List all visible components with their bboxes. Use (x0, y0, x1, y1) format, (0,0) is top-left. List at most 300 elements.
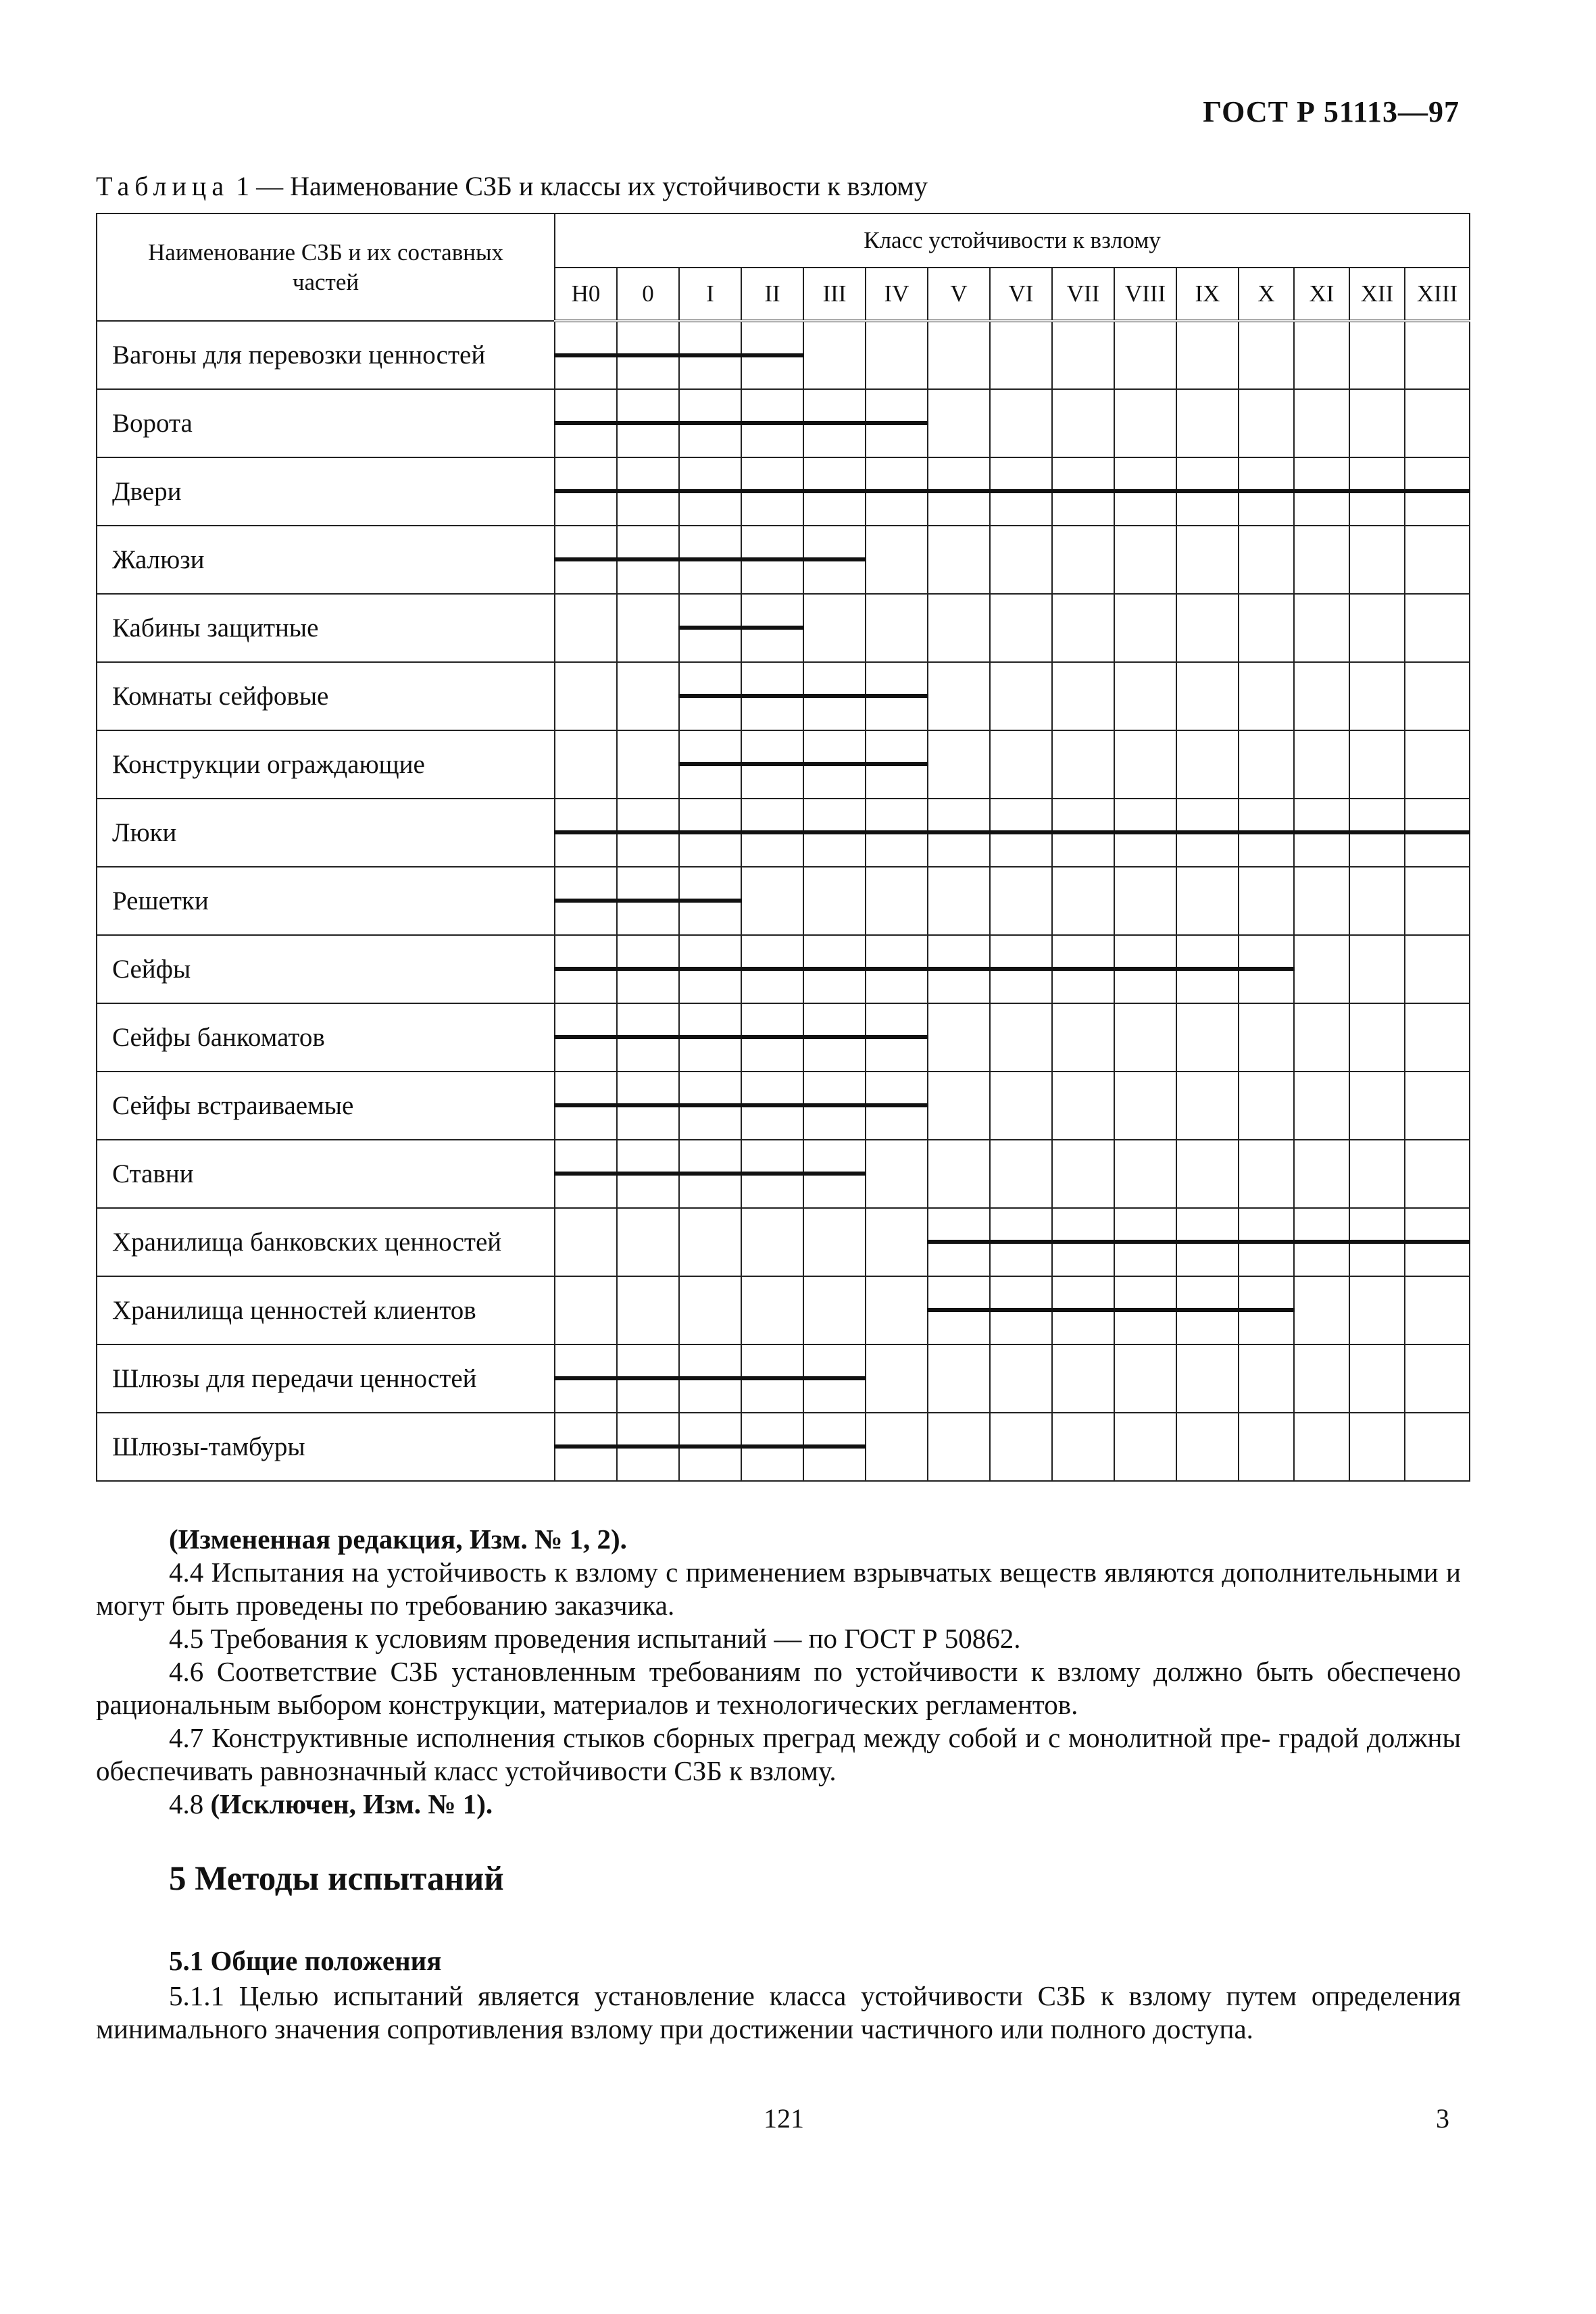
class-cell (990, 526, 1052, 594)
class-cell (617, 1413, 679, 1481)
class-cell (1405, 799, 1470, 867)
class-range-bar (1114, 1308, 1177, 1312)
class-cell (679, 457, 741, 526)
paragraph-4-7: 4.7 Конструктивные исполнения стыков сборных преград между собой и с монолитной пре- градой должны обеспечивать равнозначный класс устойчивости СЗБ к взлому. (96, 1722, 1461, 1786)
class-cell (803, 321, 866, 389)
class-cell (1176, 730, 1239, 799)
class-cell (1176, 526, 1239, 594)
table-row (97, 321, 1470, 389)
class-cell (617, 526, 679, 594)
class-range-bar (741, 1444, 804, 1449)
item-name: Вагоны для перевозки ценностей (97, 321, 555, 389)
class-cell (679, 526, 741, 594)
class-cell (1294, 1003, 1349, 1072)
table-row (97, 730, 1470, 799)
class-cell (1176, 799, 1239, 867)
class-cell (741, 799, 803, 867)
class-cell (866, 799, 928, 867)
class-range-bar (678, 830, 742, 834)
class-cell (1349, 730, 1405, 799)
class-cell (679, 1140, 741, 1208)
class-range-bar (554, 1103, 618, 1107)
class-range-bar (741, 1103, 804, 1107)
class-range-bar (989, 1308, 1053, 1312)
class-cell (1294, 935, 1349, 1003)
table-row (97, 389, 1470, 457)
class-cell (1349, 1072, 1405, 1140)
class-cell (803, 799, 866, 867)
class-range-bar (1176, 1308, 1239, 1312)
class-cell (679, 1208, 741, 1276)
class-cell (803, 1344, 866, 1413)
class-cell (928, 321, 990, 389)
class-range-bar (741, 421, 804, 425)
class-cell (1294, 389, 1349, 457)
class-cell (1349, 799, 1405, 867)
class-cell (555, 1208, 617, 1276)
class-cell (617, 935, 679, 1003)
class-cell (1176, 1208, 1239, 1276)
class-range-bar (741, 1376, 804, 1380)
class-cell (928, 1413, 990, 1481)
class-cell (741, 321, 803, 389)
class-cell (679, 935, 741, 1003)
class-header-cell: XII (1349, 268, 1405, 321)
class-range-bar (616, 557, 680, 561)
class-range-bar (741, 557, 804, 561)
class-cell (617, 662, 679, 730)
class-cell (803, 1003, 866, 1072)
class-cell (1405, 1140, 1470, 1208)
class-cell (1239, 662, 1294, 730)
class-cell (1114, 1208, 1176, 1276)
class-cell (555, 1072, 617, 1140)
class-cell (1405, 730, 1470, 799)
class-cell (1294, 1140, 1349, 1208)
class-range-bar (927, 967, 991, 971)
class-cell (803, 1140, 866, 1208)
class-header-cell: XI (1294, 268, 1349, 321)
class-cell (928, 526, 990, 594)
class-cell (1052, 1003, 1114, 1072)
class-cell (803, 526, 866, 594)
class-cell (1052, 662, 1114, 730)
class-range-bar (927, 1240, 991, 1244)
class-cell (1052, 799, 1114, 867)
item-name: Хранилища ценностей клиентов (97, 1276, 555, 1344)
class-range-bar (616, 1376, 680, 1380)
paragraph-4-8-note: (Исключен, Изм. № 1). (210, 1788, 493, 1819)
class-cell (990, 1003, 1052, 1072)
class-cell (741, 1276, 803, 1344)
class-cell (617, 799, 679, 867)
class-range-bar (616, 899, 680, 903)
class-range-bar (1051, 1308, 1115, 1312)
class-range-bar (678, 421, 742, 425)
class-cell (803, 935, 866, 1003)
class-range-bar (616, 1172, 680, 1176)
class-cell (1405, 1072, 1470, 1140)
class-range-bar (616, 1103, 680, 1107)
class-range-bar (678, 1172, 742, 1176)
class-cell (990, 389, 1052, 457)
class-cell (741, 457, 803, 526)
class-range-bar (678, 489, 742, 493)
class-cell (1052, 1344, 1114, 1413)
class-range-bar (678, 762, 742, 766)
class-header-cell: V (928, 268, 990, 321)
class-range-bar (803, 1172, 866, 1176)
class-range-bar (1404, 830, 1470, 834)
class-cell (1405, 389, 1470, 457)
paragraph-4-8 (96, 1788, 1461, 1821)
class-cell (1239, 594, 1294, 662)
class-range-bar (927, 1308, 991, 1312)
item-name: Жалюзи (97, 526, 555, 594)
class-cell (928, 1003, 990, 1072)
class-cell (741, 389, 803, 457)
class-cell (1114, 457, 1176, 526)
class-cell (1294, 662, 1349, 730)
class-cell (1114, 526, 1176, 594)
class-cell (679, 1413, 741, 1481)
class-cell (928, 594, 990, 662)
class-range-bar (616, 830, 680, 834)
class-cell (741, 594, 803, 662)
document-code: ГОСТ Р 51113—97 (1203, 95, 1460, 128)
class-cell (1052, 526, 1114, 594)
class-cell (928, 799, 990, 867)
class-cell (990, 730, 1052, 799)
class-cell (741, 867, 803, 935)
class-cell (1294, 730, 1349, 799)
class-cell (679, 1072, 741, 1140)
class-header-cell: VII (1052, 268, 1114, 321)
class-range-bar (803, 830, 866, 834)
class-cell (741, 1208, 803, 1276)
class-cell (1405, 1003, 1470, 1072)
class-cell (1349, 1003, 1405, 1072)
class-cell (866, 1140, 928, 1208)
class-range-bar (927, 489, 991, 493)
class-header-cell: II (741, 268, 803, 321)
class-range-bar (554, 967, 618, 971)
class-range-bar (1176, 830, 1239, 834)
class-cell (1114, 662, 1176, 730)
item-name: Хранилища банковских ценностей (97, 1208, 555, 1276)
page-number-right: 3 (1436, 2103, 1449, 2134)
class-cell (1176, 867, 1239, 935)
class-header-cell: IX (1176, 268, 1239, 321)
item-name: Сейфы (97, 935, 555, 1003)
item-name: Двери (97, 457, 555, 526)
class-range-bar (865, 967, 928, 971)
class-range-bar (741, 1172, 804, 1176)
class-cell (866, 321, 928, 389)
class-cell (741, 662, 803, 730)
class-range-bar (1349, 830, 1405, 834)
class-cell (928, 1276, 990, 1344)
class-range-bar (741, 762, 804, 766)
class-cell (617, 1344, 679, 1413)
item-name: Ворота (97, 389, 555, 457)
class-cell (866, 867, 928, 935)
class-range-bar (741, 967, 804, 971)
class-cell (1239, 1072, 1294, 1140)
paragraph-4-8-number: 4.8 (169, 1788, 211, 1819)
class-range-bar (865, 762, 928, 766)
class-cell (555, 389, 617, 457)
class-cell (617, 730, 679, 799)
class-cell (1176, 662, 1239, 730)
class-cell (1176, 594, 1239, 662)
class-cell (1405, 321, 1470, 389)
class-cell (555, 799, 617, 867)
class-cell (1294, 867, 1349, 935)
item-name: Сейфы встраиваемые (97, 1072, 555, 1140)
class-cell (741, 935, 803, 1003)
class-cell (803, 730, 866, 799)
class-range-bar (554, 1376, 618, 1380)
class-cell (866, 935, 928, 1003)
class-range-bar (1404, 1240, 1470, 1244)
class-cell (1349, 1413, 1405, 1481)
paragraph-4-5: 4.5 Требования к условиям проведения испытаний — по ГОСТ Р 50862. (169, 1623, 1021, 1654)
class-range-bar (678, 1103, 742, 1107)
class-cell (741, 1072, 803, 1140)
class-range-bar (678, 899, 742, 903)
class-cell (1405, 1413, 1470, 1481)
class-cell (617, 1072, 679, 1140)
class-cell (617, 457, 679, 526)
class-cell (928, 1140, 990, 1208)
class-cell (1114, 799, 1176, 867)
class-cell (679, 1003, 741, 1072)
class-cell (741, 1003, 803, 1072)
class-cell (555, 1003, 617, 1072)
class-header-cell: I (679, 268, 741, 321)
class-range-bar (1293, 830, 1350, 834)
class-cell (1239, 730, 1294, 799)
class-cell (1405, 1344, 1470, 1413)
class-cell (1405, 662, 1470, 730)
class-cell (679, 1276, 741, 1344)
class-range-bar (554, 1035, 618, 1039)
class-range-bar (1051, 489, 1115, 493)
class-cell (741, 1140, 803, 1208)
class-cell (866, 526, 928, 594)
class-cell (1349, 867, 1405, 935)
class-cell (679, 799, 741, 867)
table-row (97, 1140, 1470, 1208)
class-range-bar (616, 1444, 680, 1449)
class-range-bar (616, 421, 680, 425)
class-cell (1239, 389, 1294, 457)
class-header-cell: XIII (1405, 268, 1470, 321)
class-range-bar (803, 762, 866, 766)
class-cell (1349, 1140, 1405, 1208)
class-range-bar (678, 1444, 742, 1449)
class-cell (1294, 799, 1349, 867)
class-cell (928, 867, 990, 935)
class-cell (803, 594, 866, 662)
class-header-cell: Н0 (555, 268, 617, 321)
class-range-bar (1114, 489, 1177, 493)
class-cell (1239, 1276, 1294, 1344)
class-cell (1294, 1208, 1349, 1276)
class-cell (990, 867, 1052, 935)
class-cell (928, 1208, 990, 1276)
class-cell (555, 1140, 617, 1208)
class-cell (1052, 457, 1114, 526)
class-range-bar (741, 626, 804, 630)
class-cell (1052, 1208, 1114, 1276)
class-cell (555, 1276, 617, 1344)
class-cell (617, 1208, 679, 1276)
class-cell (555, 935, 617, 1003)
body-text-section-5 (96, 1980, 1461, 2046)
class-cell (555, 1413, 617, 1481)
class-range-bar (616, 489, 680, 493)
table-row (97, 594, 1470, 662)
class-cell (1349, 1208, 1405, 1276)
class-range-bar (1404, 489, 1470, 493)
class-cell (866, 389, 928, 457)
item-name: Шлюзы-тамбуры (97, 1413, 555, 1481)
class-cell (990, 1072, 1052, 1140)
class-cell (1176, 1344, 1239, 1413)
class-cell (1239, 1208, 1294, 1276)
item-name: Конструкции ограждающие (97, 730, 555, 799)
class-range-bar (1051, 967, 1115, 971)
class-cell (1052, 1413, 1114, 1481)
table-caption (96, 170, 928, 202)
class-cell (1114, 867, 1176, 935)
class-cell (1405, 526, 1470, 594)
class-cell (1294, 1413, 1349, 1481)
class-range-bar (803, 1103, 866, 1107)
class-range-bar (741, 489, 804, 493)
class-range-bar (1114, 830, 1177, 834)
item-name: Люки (97, 799, 555, 867)
class-cell (1294, 1276, 1349, 1344)
class-cell (1176, 1140, 1239, 1208)
paragraph-4-6: 4.6 Соответствие СЗБ установленным требованиям по устойчивости к взлому должно быть обеспечено рациональным выбором конструкции, материалов и технологических регламентов. (96, 1656, 1461, 1720)
class-cell (1052, 389, 1114, 457)
class-cell (866, 1344, 928, 1413)
class-cell (1114, 1072, 1176, 1140)
class-range-bar (554, 899, 618, 903)
class-cell (866, 662, 928, 730)
class-cell (741, 1344, 803, 1413)
class-range-bar (678, 1035, 742, 1039)
class-range-bar (554, 1172, 618, 1176)
class-range-bar (1114, 967, 1177, 971)
class-cell (1294, 457, 1349, 526)
class-cell (990, 1413, 1052, 1481)
class-cell (1294, 594, 1349, 662)
class-cell (1114, 1413, 1176, 1481)
class-cell (866, 730, 928, 799)
class-range-bar (1238, 830, 1295, 834)
class-cell (555, 526, 617, 594)
class-cell (1239, 1140, 1294, 1208)
class-range-bar (554, 830, 618, 834)
class-cell (617, 594, 679, 662)
class-range-bar (1349, 1240, 1405, 1244)
class-cell (1052, 867, 1114, 935)
class-cell (1239, 1003, 1294, 1072)
class-cell (617, 389, 679, 457)
class-cell (741, 526, 803, 594)
class-cell (990, 1344, 1052, 1413)
class-cell (866, 457, 928, 526)
class-cell (1114, 1276, 1176, 1344)
class-header-cell: VIII (1114, 268, 1176, 321)
class-cell (679, 867, 741, 935)
class-cell (1239, 1344, 1294, 1413)
class-range-bar (989, 967, 1053, 971)
item-name: Решетки (97, 867, 555, 935)
class-range-bar (1114, 1240, 1177, 1244)
class-range-bar (1293, 489, 1350, 493)
class-cell (928, 457, 990, 526)
class-range-bar (678, 626, 742, 630)
class-range-bar (1176, 1240, 1239, 1244)
class-cell (1349, 1276, 1405, 1344)
class-cell (1349, 662, 1405, 730)
class-range-bar (616, 353, 680, 357)
class-cell (1349, 389, 1405, 457)
edition-note: (Измененная редакция, Изм. № 1, 2). (169, 1524, 627, 1555)
class-cell (990, 594, 1052, 662)
class-range-bar (741, 353, 804, 357)
class-range-bar (1176, 967, 1239, 971)
class-cell (741, 1413, 803, 1481)
class-cell (1349, 594, 1405, 662)
class-cell (990, 1140, 1052, 1208)
class-cell (679, 662, 741, 730)
class-range-bar (741, 830, 804, 834)
class-cell (1239, 526, 1294, 594)
class-cell (1294, 321, 1349, 389)
class-cell (803, 1208, 866, 1276)
class-cell (1239, 799, 1294, 867)
class-range-bar (678, 1376, 742, 1380)
class-cell (617, 1003, 679, 1072)
class-header-cell: III (803, 268, 866, 321)
table-row (97, 457, 1470, 526)
class-range-bar (989, 830, 1053, 834)
class-range-bar (554, 489, 618, 493)
class-cell (928, 935, 990, 1003)
class-cell (679, 594, 741, 662)
paragraph-4-4: 4.4 Испытания на устойчивость к взлому с применением взрывчатых веществ являются дополнительными и могут быть проведены по требованию заказчика. (96, 1557, 1461, 1621)
class-cell (1176, 457, 1239, 526)
class-cell (803, 457, 866, 526)
class-cell (555, 867, 617, 935)
class-cell (928, 1072, 990, 1140)
item-name: Сейфы банкоматов (97, 1003, 555, 1072)
class-range-bar (554, 1444, 618, 1449)
class-cell (617, 1276, 679, 1344)
class-range-bar (616, 1035, 680, 1039)
class-cell (1294, 1072, 1349, 1140)
section-title: 5 Методы испытаний (169, 1860, 504, 1898)
class-cell (990, 1276, 1052, 1344)
class-cell (1294, 526, 1349, 594)
class-range-bar (989, 489, 1053, 493)
